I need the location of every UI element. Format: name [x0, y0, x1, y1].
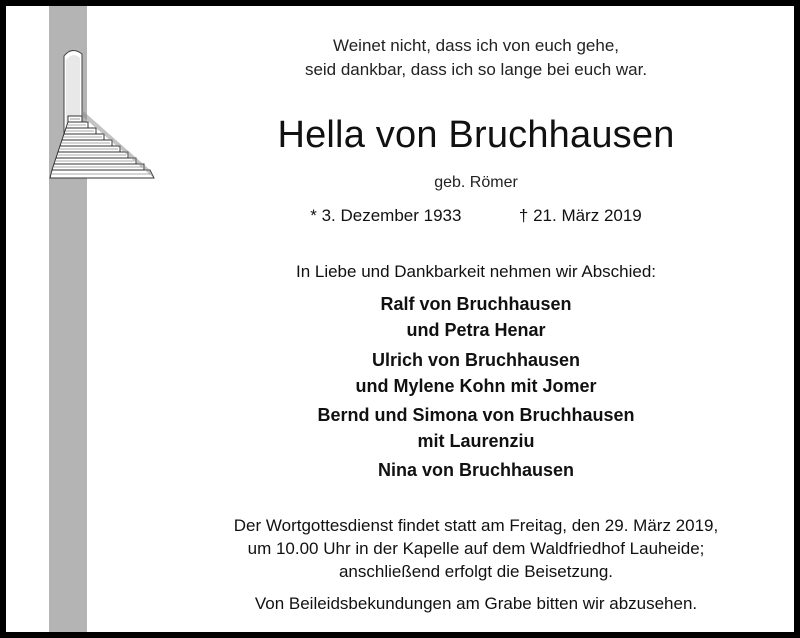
- death-date: † 21. März 2019: [518, 206, 642, 225]
- condolence-note: Von Beileidsbekundungen am Grabe bitten wir abzusehen.: [254, 594, 698, 613]
- mourner-line: Bernd und Simona von Bruchhausen: [317, 405, 635, 425]
- service-line: anschließend erfolgt die Beisetzung.: [338, 562, 614, 581]
- mourner-line: Nina von Bruchhausen: [377, 460, 575, 480]
- quote-line-2: seid dankbar, dass ich so lange bei euch war.: [304, 60, 648, 79]
- mourner-line: und Petra Henar: [406, 320, 546, 340]
- mourner-line: mit Laurenziu: [417, 431, 535, 451]
- stairway-illustration: [42, 46, 162, 206]
- mourner-line: Ralf von Bruchhausen: [380, 294, 572, 314]
- quote-line-1: Weinet nicht, dass ich von euch gehe,: [332, 36, 620, 55]
- service-line: Der Wortgottesdienst findet statt am Freitag, den 29. März 2019,: [233, 516, 719, 535]
- mourner-line: und Mylene Kohn mit Jomer: [355, 376, 597, 396]
- mourner-line: Ulrich von Bruchhausen: [371, 350, 581, 370]
- birth-name: geb. Römer: [434, 174, 518, 191]
- farewell-intro: In Liebe und Dankbarkeit nehmen wir Abschied:: [295, 262, 657, 281]
- birth-date: * 3. Dezember 1933: [310, 206, 462, 225]
- life-dates: [196, 206, 756, 226]
- deceased-name: Hella von Bruchhausen: [277, 114, 675, 156]
- service-line: um 10.00 Uhr in der Kapelle auf dem Waldfriedhof Lauheide;: [247, 539, 705, 558]
